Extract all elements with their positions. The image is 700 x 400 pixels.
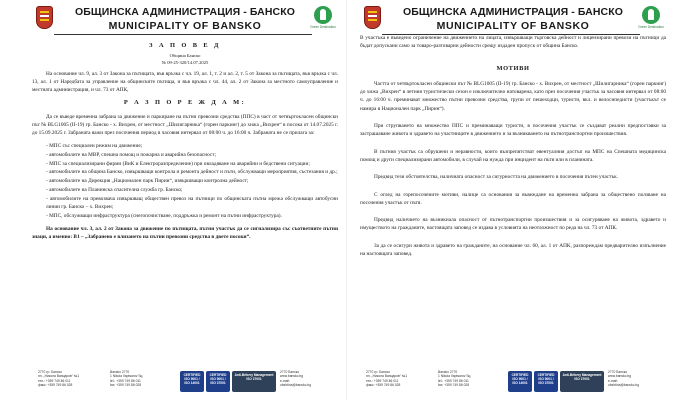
- bansko-crest-icon: [364, 6, 381, 29]
- exemption-item: - автомобилите на Дирекция „Национален парк Пирин“, извършващи контролна дейност;: [46, 178, 249, 185]
- page-footer: [360, 368, 666, 400]
- order-meta-line-1: Община Банско: [169, 53, 201, 59]
- road-signs-paragraph: На основание чл. 3, ал. 2 от Закона за движение по пътищата, пътни участък да се сигнализира със съответните пътни знаци, а именно: В1 – „Забранено е влизането на пътни превозни средства в двете посоки“.: [32, 225, 338, 240]
- order-heading: Р А З П О Р Е Ж Д А М:: [123, 99, 247, 107]
- exemption-item: - автомобилите на превозвача извършващ обществен превоз на пътници по общинската пътна мрежа обслужващи автобусни линии гр. Банско – х. Вихрен;: [46, 195, 338, 211]
- page-gap: [346, 0, 347, 400]
- document-page-2: [360, 0, 666, 400]
- exemption-item: - автомобилите на община Банско, извършващи контрола и ремонта дейност и пъти, обслужващи мероприятия, състезания и др.;: [46, 169, 338, 176]
- order-paragraph: Да се въведе временна забрана за движение и паркиране на пътни превозни средства (ППС) в част от четвъртокласен общински път № BLG1005 (II-19) гр. Банско - х. Вихрен, от местност „Шилигарника“ (горен паркинг) до хижа „Вихрен“ в посока от 14.07.2025 г. до 15.09.2025 г. Забраната важи през посочения период в часовия интервал от 08:00 ч. до 16:00 ч. Забраната не се прилага за:: [32, 113, 338, 137]
- header-title: ОБЩИНСКА АДМИНИСТРАЦИЯ - БАНСКО: [75, 6, 295, 18]
- anti-bribery-badge: Anti-Bribery Management ISO 37001: [560, 371, 604, 392]
- document-page-1: [32, 0, 338, 400]
- footer-address-en: Bansko 2770 1 Nikola Vaptsarov Sq. tel.: +359 749 86 011 fax: +359 749 86 028: [438, 370, 472, 388]
- page-footer: [32, 368, 338, 400]
- header-subtitle: MUNICIPALITY OF BANSKO: [108, 20, 262, 32]
- motive-paragraph: Частта от четвъртокласен общински път № BLG1005 (II-19) гр. Банско - х. Вихрен, от местност „Шилигарника“ (горен паркинг) до хижа „Вихрен“ в летния туристически сезон е изключително натоварена, като през посочения участък за часовия интервал от 08:00 ч. до 16:00 ч. преминават множество пътни превозни средства, групи от пешеходци, туристи, вкл. и велосипедисти (участъкът се намира в Национален парк „Пирин“).: [360, 80, 666, 112]
- motive-paragraph: При струпването на множество ППС и преминаващи туристи, в посочения участък се създават реални предпоставки за застрашаване живота и здравето на участниците в движението и за възникването на пътнотранспортни произшествия.: [360, 123, 666, 138]
- motive-paragraph: За да се осигури живота и здравето на гражданите, на основание чл. 60, ал. 1 от АПК, разпореждам предварително изпълнение на настоящата заповед.: [360, 242, 666, 258]
- motive-paragraph: С оглед на горепосочените мотиви, налице са основания за въвеждане на временна забрана за обществено ползване на посочения участък от пътя.: [360, 191, 666, 206]
- exemption-item: - МПС за специализирани фирми (ВиК и Електроразпределение) при овладяване на аварийни и бедствени ситуации;: [46, 160, 310, 167]
- footer-address-bg: 2770 гр. Банско пл. „Никола Вапцаров“ №1 тел.: +359 749 86 011 факс: +359 749 86 028: [366, 370, 408, 388]
- iso-certification-badge: CERTIFIED ISO 9001 / ISO 14001: [508, 371, 532, 392]
- order-body: [32, 42, 338, 246]
- exemption-item: - автомобилите на МВР, спешна помощ и пожарна и аварийна безопасност;: [46, 151, 217, 158]
- exemption-item: - МПС, обслужващи инфраструктура (снегопочистване, поддръжка и ремонт на пътни инфраструктура).: [46, 212, 282, 219]
- green-destination-logo-icon: Green Destination: [312, 6, 334, 34]
- footer-contact: 2770 Банско www.bansko.bg e-mail: obshtina@bansko.bg: [608, 370, 640, 388]
- header-title: ОБЩИНСКА АДМИНИСТРАЦИЯ - БАНСКО: [403, 6, 623, 18]
- header-divider: [54, 34, 312, 35]
- footer-contact: 2770 Банско www.bansko.bg e-mail: obshtina@bansko.bg: [280, 370, 312, 388]
- green-destination-logo-icon: Green Destination: [640, 6, 662, 34]
- motive-paragraph: Предвид тези обстоятелства, наличната опасност за сигурността на движението в посочения пътен участък.: [374, 174, 618, 181]
- order-title: З А П О В Е Д: [149, 42, 221, 49]
- iso-certification-badge: CERTIFIED ISO 9001 / ISO 37001: [534, 371, 558, 392]
- footer-address-bg: 2770 гр. Банско пл. „Никола Вапцаров“ №1 тел.: +359 749 86 011 факс: +359 749 86 028: [38, 370, 80, 388]
- exemption-item: - МПС със специален режим на движение;: [46, 142, 143, 149]
- intro-paragraph: В участъка е въведено ограничение на движението на лицата, извършващи търговска дейност и лицензирани превози на пътници да бъдат допускани само за товаро-разтоварни дейности срещу издаден пропуск от община Банско.: [360, 35, 666, 50]
- anti-bribery-badge: Anti-Bribery Management ISO 37001: [232, 371, 276, 392]
- footer-address-en: Bansko 2770 1 Nikola Vaptsarov Sq. tel.: +359 749 86 011 fax: +359 749 86 028: [110, 370, 144, 388]
- page-header: [32, 4, 338, 44]
- motives-body: [360, 34, 666, 263]
- motives-heading: МОТИВИ: [496, 64, 530, 72]
- motive-paragraph: В пътния участък са обрушени и неравности, които възпрепятстват евентуалния достъп на МПС на Спешната медицинска помощ и други специализирани автомобили, в случай на нужда при инцидент на пътя или в планината.: [360, 148, 666, 163]
- iso-certification-badge: CERTIFIED ISO 9001 / ISO 37001: [206, 371, 230, 392]
- order-meta-line-2: № 09-25-320/14.07.2025: [161, 59, 209, 65]
- header-subtitle: MUNICIPALITY OF BANSKO: [436, 20, 590, 32]
- order-legal-basis: На основание чл. 9, ал. 3 от Закона за пътищата, във връзка с чл. 19, ал. 1, т. 2 и ал. 2, т. 5 от Закона за пътищата, във връзка с чл. 13, ал. 1 от Наредбата за управление на общинските пътища, и във връзка с чл. 44, ал. 2 от Закона за местното самоуправление и местната администрация, и чл. 73 от АПК,: [32, 70, 338, 94]
- iso-certification-badge: CERTIFIED ISO 9001 / ISO 14001: [180, 371, 204, 392]
- bansko-crest-icon: [36, 6, 53, 29]
- exemption-item: - автомобилите на Планинска спасителна служба гр. Банско;: [46, 186, 183, 193]
- motive-paragraph: Предвид наличието на възникнала опасност от пътнотранспортни произшествия и за осигуряване на живота, здравето и имуществото на гражданите, настоящата заповед се издава в условията на неотложност по реда на чл. 73 от АПК.: [360, 217, 666, 232]
